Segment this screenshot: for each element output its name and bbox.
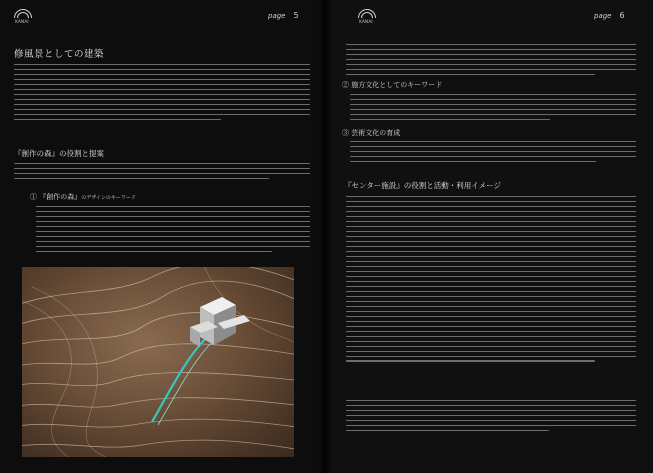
body-text-block xyxy=(346,400,636,435)
body-text-block xyxy=(350,94,636,124)
logo-text: KANAI xyxy=(15,19,29,24)
right-page xyxy=(330,0,653,473)
item-title: ② 施方文化としてのキーワード xyxy=(342,81,443,89)
page-number-value: 5 xyxy=(293,11,299,20)
building-model xyxy=(190,297,250,347)
page-number xyxy=(268,11,299,20)
page-label: page xyxy=(268,12,286,20)
left-heading: 修風景としての建築 xyxy=(14,49,105,60)
section-heading: 『創作の森』の役割と提案 xyxy=(14,149,104,158)
section-heading: 『センター施設』の役割と活動・利用イメージ xyxy=(344,181,501,190)
item-title: ① 『創作の森』のデザインのキーワード xyxy=(30,193,136,201)
left-page xyxy=(0,0,320,473)
body-text-block xyxy=(14,64,310,124)
body-text-block xyxy=(346,196,636,365)
logo-text: KANAI xyxy=(359,19,373,24)
model-photo xyxy=(22,267,294,457)
body-text-block xyxy=(36,206,310,256)
page-number xyxy=(594,11,625,20)
body-text-block xyxy=(346,44,636,79)
body-text-block xyxy=(14,163,310,183)
page-label: page xyxy=(594,12,612,20)
item-title: ③ 芸術文化の育成 xyxy=(342,129,401,137)
logo-icon xyxy=(12,9,32,27)
logo-icon xyxy=(356,9,376,27)
body-text-block xyxy=(350,141,636,166)
page-number-value: 6 xyxy=(619,11,625,20)
contour-model-image xyxy=(22,267,294,457)
